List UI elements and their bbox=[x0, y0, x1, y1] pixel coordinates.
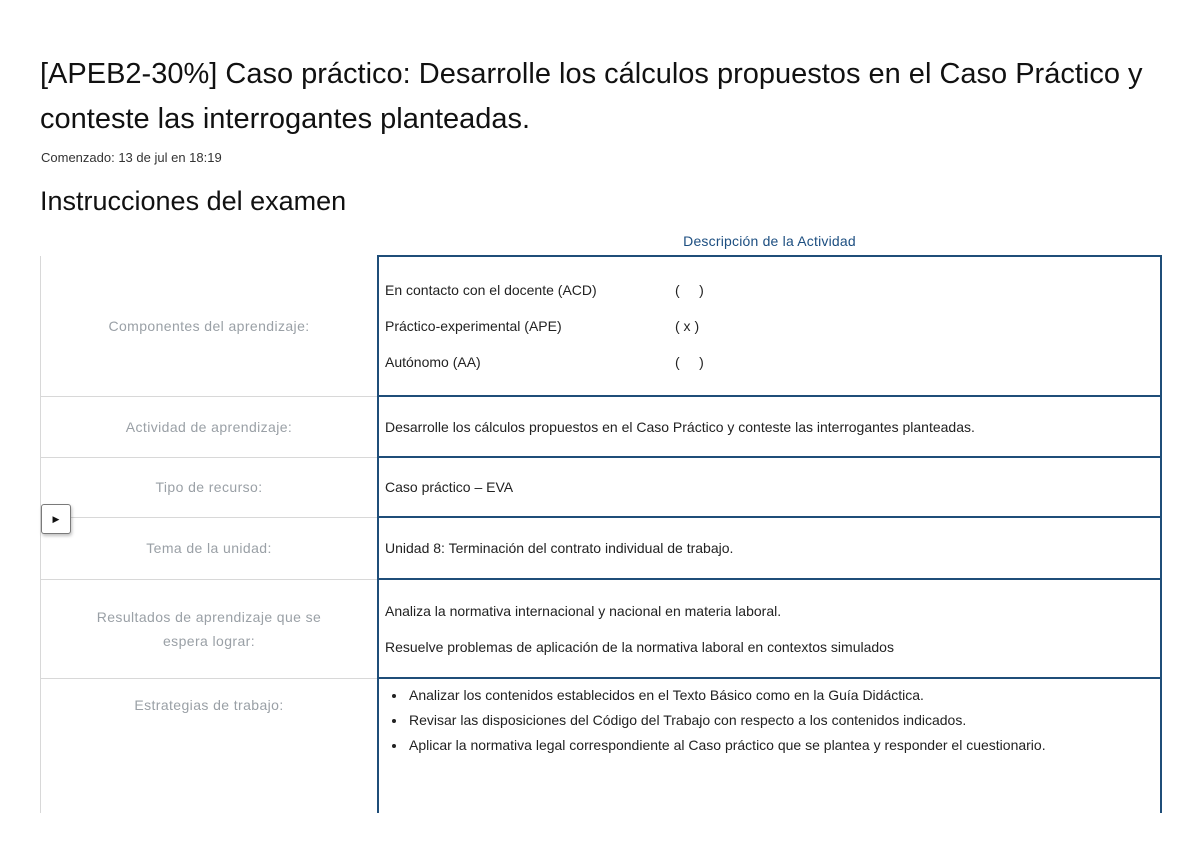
learning-results-value bbox=[378, 579, 1161, 678]
resource-type-label: Tipo de recurso: bbox=[41, 457, 379, 517]
table-row bbox=[41, 517, 1162, 579]
learning-results-label: Resultados de aprendizaje que se espera lograr: bbox=[41, 579, 379, 678]
list-item: • Analizar los contenidos establecidos en el Texto Básico como en la Guía Didáctica. bbox=[407, 685, 1160, 705]
component-mark: ( ) bbox=[675, 354, 704, 370]
component-name: En contacto con el docente (ACD) bbox=[385, 282, 597, 298]
started-timestamp: Comenzado: 13 de jul en 18:19 bbox=[41, 150, 222, 165]
expand-toggle-button[interactable] bbox=[41, 504, 71, 534]
component-name: Práctico-experimental (APE) bbox=[385, 318, 562, 334]
components-value bbox=[378, 256, 1161, 396]
strategies-label bbox=[41, 678, 379, 813]
table-row bbox=[41, 457, 1162, 517]
table-row bbox=[41, 396, 1162, 457]
result-line: Analiza la normativa internacional y nacional en materia laboral. bbox=[385, 602, 782, 619]
table-row bbox=[41, 678, 1162, 813]
strategies-list bbox=[385, 685, 1160, 755]
table-row bbox=[41, 579, 1162, 678]
list-item: • Revisar las disposiciones del Código del Trabajo con respecto a los contenidos indicados. bbox=[407, 710, 1160, 730]
component-mark: ( x ) bbox=[675, 318, 700, 334]
activity-description-table bbox=[40, 255, 1162, 813]
component-line bbox=[385, 308, 1160, 344]
strategies-label-text: Estrategias de trabajo: bbox=[134, 696, 284, 713]
component-line bbox=[385, 344, 1160, 380]
resource-type-value: Caso práctico – EVA bbox=[378, 457, 1161, 517]
strategies-value bbox=[378, 678, 1161, 813]
activity-label: Actividad de aprendizaje: bbox=[41, 396, 379, 457]
unit-topic-label: Tema de la unidad: bbox=[41, 517, 379, 579]
play-triangle-icon: ▶ bbox=[52, 513, 60, 524]
table-row bbox=[41, 256, 1162, 396]
activity-value: Desarrolle los cálculos propuestos en el Caso Práctico y conteste las interrogantes planteadas. bbox=[378, 396, 1161, 457]
table-caption: Descripción de la Actividad bbox=[683, 233, 856, 249]
components-label: Componentes del aprendizaje: bbox=[41, 256, 379, 396]
component-line bbox=[385, 272, 1160, 308]
result-line: Resuelve problemas de aplicación de la normativa laboral en contextos simulados bbox=[385, 638, 894, 655]
unit-topic-value: Unidad 8: Terminación del contrato individual de trabajo. bbox=[378, 517, 1161, 579]
quiz-title: [APEB2-30%] Caso práctico: Desarrolle los cálculos propuestos en el Caso Práctico y conteste las interrogantes planteadas. bbox=[40, 58, 1143, 135]
component-name: Autónomo (AA) bbox=[385, 354, 481, 370]
instructions-heading: Instrucciones del examen bbox=[40, 186, 347, 216]
list-item: • Aplicar la normativa legal correspondiente al Caso práctico que se plantea y responder el cuestionario. bbox=[407, 735, 1160, 755]
component-mark: ( ) bbox=[675, 282, 704, 298]
